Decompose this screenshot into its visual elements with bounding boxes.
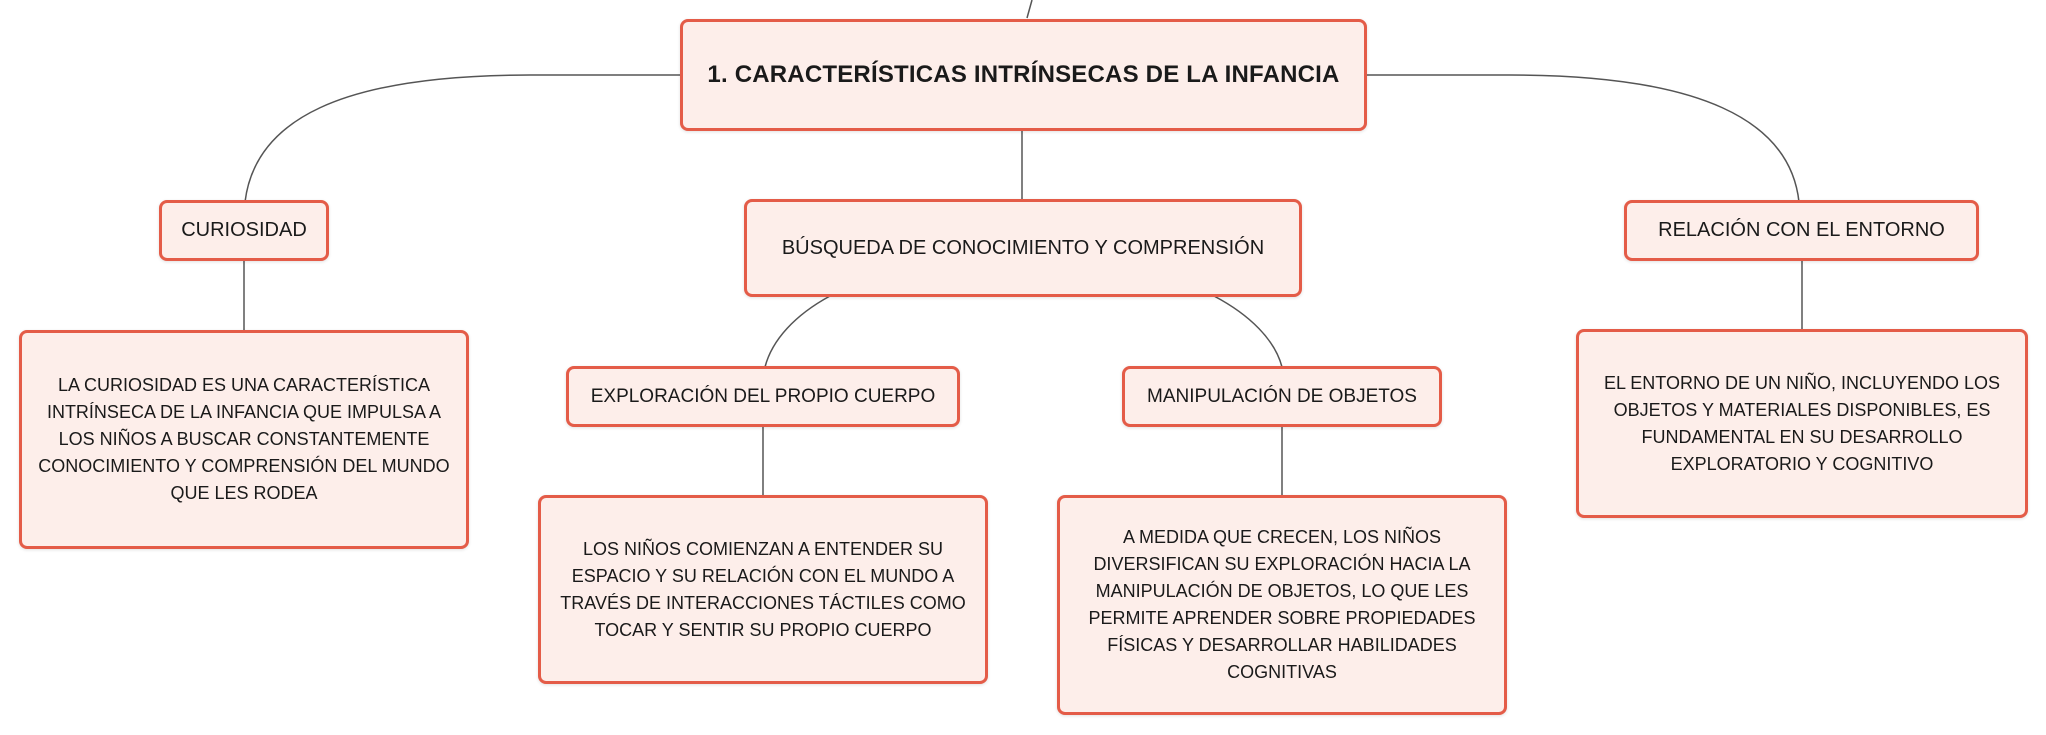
node-exploracion-text[interactable] — [538, 495, 988, 684]
node-entorno[interactable] — [1624, 200, 1979, 261]
node-curiosidad-label: CURIOSIDAD — [181, 219, 307, 241]
root-node[interactable] — [680, 19, 1367, 131]
node-exploracion[interactable] — [566, 366, 960, 427]
node-manipulacion-text-body: A MEDIDA QUE CRECEN, LOS NIÑOS DIVERSIFICAN SU EXPLORACIÓN HACIA LA MANIPULACIÓN DE OBJETOS, LO QUE LES PERMITE APRENDER SOBRE PROPIEDADES FÍSICAS Y DESARROLLAR HABILIDADES COGNITIVAS — [1088, 527, 1476, 682]
node-curiosidad-text[interactable] — [19, 330, 469, 549]
root-node-label: 1. CARACTERÍSTICAS INTRÍNSECAS DE LA INFANCIA — [707, 61, 1340, 88]
connector-busqueda-exploracion — [765, 296, 830, 367]
node-entorno-label: RELACIÓN CON EL ENTORNO — [1658, 219, 1945, 241]
node-manipulacion-label: MANIPULACIÓN DE OBJETOS — [1147, 385, 1417, 407]
node-busqueda-label: BÚSQUEDA DE CONOCIMIENTO Y COMPRENSIÓN — [781, 236, 1265, 259]
connector-root-entorno — [1367, 75, 1799, 202]
node-exploracion-label: EXPLORACIÓN DEL PROPIO CUERPO — [590, 385, 936, 407]
connector-busqueda-manipulacion — [1214, 296, 1282, 367]
node-curiosidad-text-body: LA CURIOSIDAD ES UNA CARACTERÍSTICA INTRÍNSECA DE LA INFANCIA QUE IMPULSA A LOS NIÑOS A BUSCAR CONSTANTEMENTE CONOCIMIENTO Y COMPRENSIÓN DEL MUNDO QUE LES RODEA — [38, 375, 450, 503]
node-curiosidad[interactable] — [159, 200, 329, 261]
node-exploracion-text-body: LOS NIÑOS COMIENZAN A ENTENDER SU ESPACIO Y SU RELACIÓN CON EL MUNDO A TRAVÉS DE INTERACCIONES TÁCTILES COMO TOCAR Y SENTIR SU PROPIO CUERPO — [560, 538, 966, 640]
connector-root-curiosidad — [245, 75, 680, 202]
node-entorno-text-body: EL ENTORNO DE UN NIÑO, INCLUYENDO LOS OBJETOS Y MATERIALES DISPONIBLES, ES FUNDAMENTAL EN SU DESARROLLO EXPLORATORIO Y COGNITIVO — [1603, 372, 2001, 474]
node-manipulacion[interactable] — [1122, 366, 1442, 427]
connector-root-up — [1027, 0, 1032, 18]
node-entorno-text[interactable] — [1576, 329, 2028, 518]
node-manipulacion-text[interactable] — [1057, 495, 1507, 715]
node-busqueda[interactable] — [744, 199, 1302, 297]
